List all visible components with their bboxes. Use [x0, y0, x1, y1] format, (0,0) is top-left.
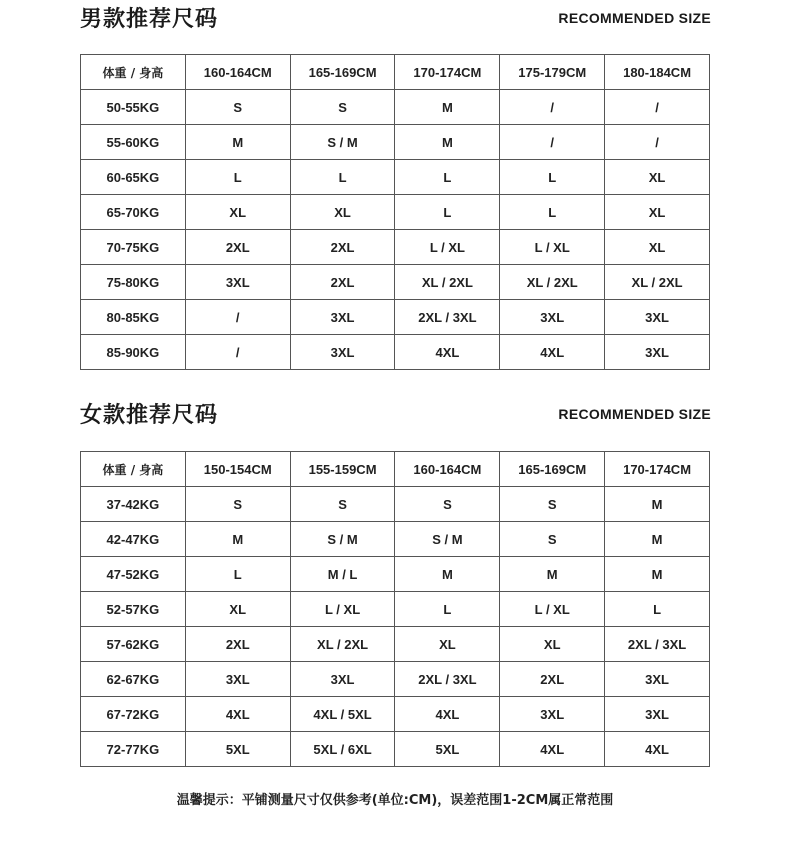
size-cell: XL [185, 195, 290, 230]
table-row [81, 230, 710, 265]
size-cell: 4XL [500, 732, 605, 767]
weight-cell: 37-42KG [81, 487, 186, 522]
size-cell: M / L [290, 557, 395, 592]
men-subtitle: RECOMMENDED SIZE [558, 10, 711, 26]
weight-cell: 70-75KG [81, 230, 186, 265]
women-size-section [80, 396, 711, 767]
women-title: 女款推荐尺码 [80, 403, 219, 428]
size-cell: XL [500, 627, 605, 662]
size-cell: 3XL [290, 662, 395, 697]
height-header: 165-169CM [290, 55, 395, 90]
men-size-section [80, 0, 711, 370]
size-cell: S [500, 522, 605, 557]
size-cell: 3XL [605, 662, 710, 697]
size-cell: M [605, 487, 710, 522]
size-cell: / [605, 90, 710, 125]
size-cell: M [605, 557, 710, 592]
size-cell: M [395, 90, 500, 125]
table-header-row [81, 452, 710, 487]
size-cell: 2XL [185, 230, 290, 265]
size-cell: 3XL [500, 300, 605, 335]
tip-note: 温馨提示：平铺测量尺寸仅供参考(单位:CM)，误差范围1-2CM属正常范围 [176, 793, 614, 808]
weight-cell: 75-80KG [81, 265, 186, 300]
size-cell: 3XL [185, 265, 290, 300]
size-cell: M [395, 557, 500, 592]
corner-cell: 体重 / 身高 [81, 452, 186, 487]
size-cell: L / XL [290, 592, 395, 627]
size-cell: XL [605, 230, 710, 265]
table-row [81, 697, 710, 732]
size-cell: M [185, 125, 290, 160]
size-cell: 4XL [605, 732, 710, 767]
size-cell: 2XL [185, 627, 290, 662]
size-cell: S [500, 487, 605, 522]
weight-cell: 50-55KG [81, 90, 186, 125]
table-row [81, 627, 710, 662]
size-cell: 2XL [290, 265, 395, 300]
size-cell: S [290, 487, 395, 522]
size-cell: 2XL [500, 662, 605, 697]
size-cell: L [605, 592, 710, 627]
table-row [81, 160, 710, 195]
size-cell: L / XL [500, 592, 605, 627]
size-cell: / [500, 125, 605, 160]
women-table-body [81, 487, 710, 767]
size-cell: 2XL / 3XL [395, 300, 500, 335]
height-header: 170-174CM [605, 452, 710, 487]
size-cell: S / M [290, 125, 395, 160]
table-row [81, 522, 710, 557]
weight-cell: 80-85KG [81, 300, 186, 335]
size-cell: / [605, 125, 710, 160]
men-title: 男款推荐尺码 [80, 7, 219, 32]
women-size-table [80, 451, 710, 767]
size-cell: XL [605, 160, 710, 195]
men-header [80, 0, 711, 54]
size-cell: XL [605, 195, 710, 230]
table-row [81, 557, 710, 592]
size-cell: 4XL [185, 697, 290, 732]
weight-cell: 42-47KG [81, 522, 186, 557]
size-cell: S [185, 487, 290, 522]
size-cell: L [395, 160, 500, 195]
height-header: 180-184CM [605, 55, 710, 90]
size-cell: XL / 2XL [290, 627, 395, 662]
size-cell: S [185, 90, 290, 125]
size-cell: 5XL [185, 732, 290, 767]
size-cell: 3XL [290, 300, 395, 335]
women-header [80, 396, 711, 451]
weight-cell: 57-62KG [81, 627, 186, 662]
size-cell: 3XL [185, 662, 290, 697]
table-row [81, 662, 710, 697]
size-cell: 2XL / 3XL [605, 627, 710, 662]
size-cell: 5XL / 6XL [290, 732, 395, 767]
size-cell: XL / 2XL [395, 265, 500, 300]
size-cell: XL [395, 627, 500, 662]
size-cell: L [185, 557, 290, 592]
size-cell: M [395, 125, 500, 160]
weight-cell: 62-67KG [81, 662, 186, 697]
size-cell: 3XL [500, 697, 605, 732]
table-row [81, 90, 710, 125]
size-cell: L [185, 160, 290, 195]
weight-cell: 47-52KG [81, 557, 186, 592]
size-cell: M [185, 522, 290, 557]
size-cell: 4XL / 5XL [290, 697, 395, 732]
weight-cell: 85-90KG [81, 335, 186, 370]
height-header: 155-159CM [290, 452, 395, 487]
height-header: 165-169CM [500, 452, 605, 487]
table-row [81, 195, 710, 230]
size-cell: L / XL [395, 230, 500, 265]
size-cell: XL / 2XL [500, 265, 605, 300]
size-cell: L / XL [500, 230, 605, 265]
size-cell: L [290, 160, 395, 195]
table-row [81, 300, 710, 335]
men-table-body [81, 90, 710, 370]
size-cell: 2XL [290, 230, 395, 265]
table-row [81, 487, 710, 522]
height-header: 160-164CM [185, 55, 290, 90]
size-cell: XL / 2XL [605, 265, 710, 300]
size-cell: 3XL [605, 300, 710, 335]
size-cell: XL [185, 592, 290, 627]
height-header: 175-179CM [500, 55, 605, 90]
table-row [81, 592, 710, 627]
size-cell: L [500, 195, 605, 230]
size-cell: M [605, 522, 710, 557]
size-cell: XL [290, 195, 395, 230]
size-cell: 5XL [395, 732, 500, 767]
corner-cell: 体重 / 身高 [81, 55, 186, 90]
size-cell: M [500, 557, 605, 592]
table-row [81, 335, 710, 370]
size-cell: / [185, 335, 290, 370]
table-row [81, 125, 710, 160]
height-header: 170-174CM [395, 55, 500, 90]
size-cell: 3XL [290, 335, 395, 370]
size-cell: 2XL / 3XL [395, 662, 500, 697]
weight-cell: 55-60KG [81, 125, 186, 160]
weight-cell: 60-65KG [81, 160, 186, 195]
size-cell: 4XL [395, 697, 500, 732]
size-cell: 3XL [605, 697, 710, 732]
table-header-row [81, 55, 710, 90]
size-cell: L [395, 195, 500, 230]
size-cell: L [395, 592, 500, 627]
size-cell: 3XL [605, 335, 710, 370]
size-cell: L [500, 160, 605, 195]
size-cell: S [290, 90, 395, 125]
size-cell: 4XL [395, 335, 500, 370]
size-cell: / [500, 90, 605, 125]
weight-cell: 72-77KG [81, 732, 186, 767]
weight-cell: 67-72KG [81, 697, 186, 732]
size-cell: S / M [395, 522, 500, 557]
women-subtitle: RECOMMENDED SIZE [558, 406, 711, 422]
men-size-table [80, 54, 710, 370]
size-cell: S [395, 487, 500, 522]
table-row [81, 265, 710, 300]
size-cell: / [185, 300, 290, 335]
size-cell: 4XL [500, 335, 605, 370]
weight-cell: 65-70KG [81, 195, 186, 230]
height-header: 150-154CM [185, 452, 290, 487]
height-header: 160-164CM [395, 452, 500, 487]
size-cell: S / M [290, 522, 395, 557]
table-row [81, 732, 710, 767]
weight-cell: 52-57KG [81, 592, 186, 627]
